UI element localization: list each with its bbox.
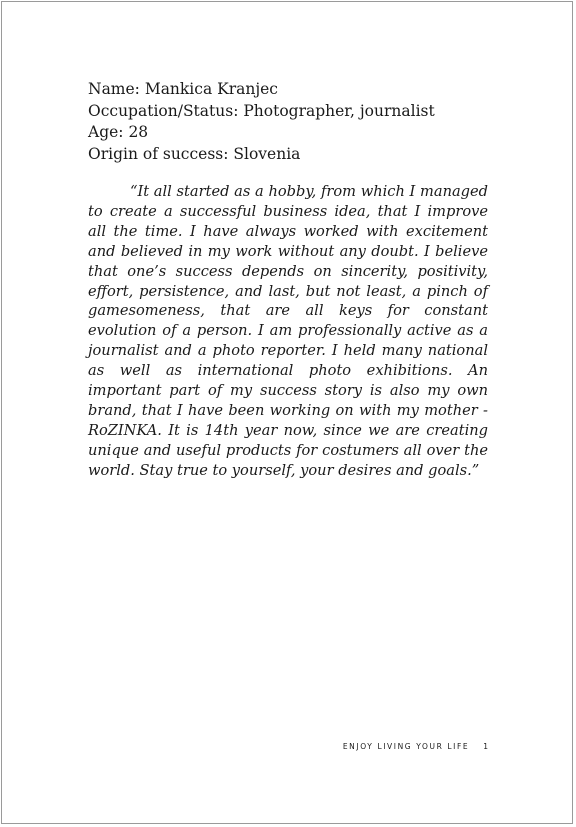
profile-occupation: Occupation/Status: Photographer, journalist (88, 101, 435, 120)
page-number: 1 (483, 742, 488, 751)
page-footer (343, 742, 488, 751)
profile-block (88, 79, 498, 165)
running-title: ENJOY LIVING YOUR LIFE (342, 742, 470, 751)
profile-origin: Origin of success: Slovenia (88, 144, 301, 163)
profile-age: Age: 28 (88, 123, 149, 141)
profile-name: Name: Mankica Kranjec (88, 80, 278, 98)
testimonial-quote: “It all started as a hobby, from which I managed to create a successful business idea, that I improve all the time. I have always worked with excitement and believed in my work without any doubt. I believe that one’s success depends on sincerity, positivity, effort, persistence, and last, but not least, a pinch of gamesomeness, that are all keys for constant evolution of a person. I am professionally active as a journalist and a photo reporter. I held many national as well as international photo exhibitions. An important part of my success story is also my own brand, that I have been working on with my mother - RoZINKA. It is 14th year now, since we are creating unique and useful products for costumers all over the world. Stay true to yourself, your desires and goals.” (88, 183, 488, 479)
